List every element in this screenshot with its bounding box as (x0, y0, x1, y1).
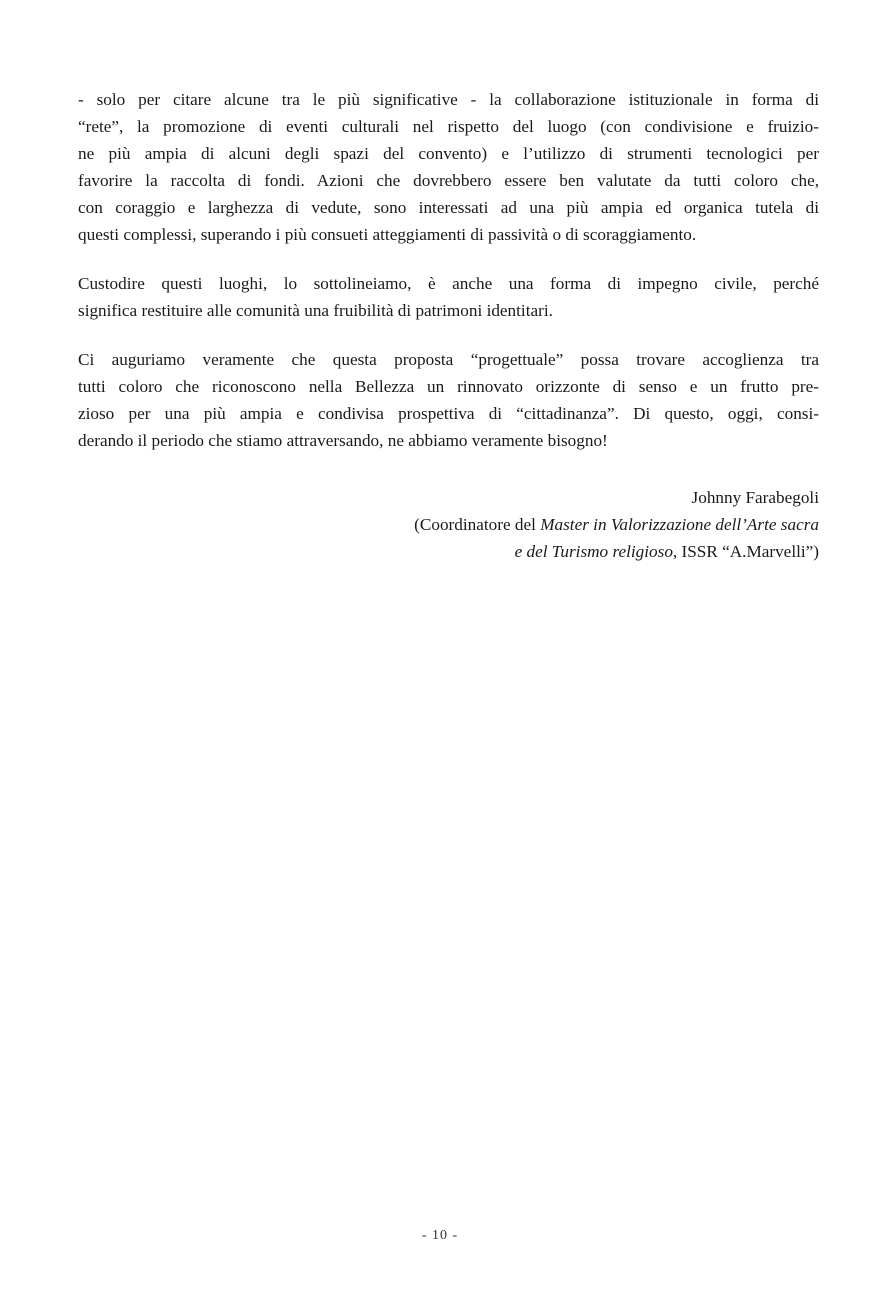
text-line: tutti coloro che riconoscono nella Bellezza un rinnovato orizzonte di senso e un frutto pre- (78, 377, 819, 396)
text-line: ne più ampia di alcuni degli spazi del convento) e l’utilizzo di strumenti tecnologici per (78, 144, 819, 163)
paragraph-1 (78, 86, 819, 248)
body-text (78, 86, 819, 476)
text-line: significa restituire alle comunità una fruibilità di patrimoni identitari. (78, 301, 553, 320)
text-line: questi complessi, superando i più consueti atteggiamenti di passività o di scoraggiamento. (78, 225, 697, 244)
paragraph-2 (78, 270, 819, 324)
signature-role-italic-1: Master in Valorizzazione dell’Arte sacra (540, 515, 819, 534)
signature-role-suffix: , ISSR “A.Marvelli”) (672, 542, 819, 561)
signature-name: Johnny Farabegoli (691, 488, 819, 507)
text-line: Custodire questi luoghi, lo sottolineiamo, è anche una forma di impegno civile, perché (78, 274, 819, 293)
signature-role-line-2 (219, 538, 819, 565)
text-line: con coraggio e larghezza di vedute, sono interessati ad una più ampia ed organica tutela di (78, 198, 819, 217)
text-line: derando il periodo che stiamo attraversando, ne abbiamo veramente bisogno! (78, 431, 608, 450)
page-number: - 10 - (421, 1228, 459, 1243)
text-line: “rete”, la promozione di eventi culturali nel rispetto del luogo (con condivisione e fruizio- (78, 117, 819, 136)
text-line: favorire la raccolta di fondi. Azioni che dovrebbero essere ben valutate da tutti coloro che, (78, 171, 819, 190)
text-line: - solo per citare alcune tra le più significative - la collaborazione istituzionale in forma di (78, 90, 819, 109)
signature-role-italic-2: e del Turismo religioso (514, 542, 673, 561)
signature-role-prefix: (Coordinatore del (414, 515, 541, 534)
signature-block (219, 484, 819, 565)
paragraph-3 (78, 346, 819, 454)
signature-role-line-1 (219, 511, 819, 538)
text-line: zioso per una più ampia e condivisa prospettiva di “cittadinanza”. Di questo, oggi, consi- (78, 404, 819, 423)
text-line: Ci auguriamo veramente che questa proposta “progettuale” possa trovare accoglienza tra (78, 350, 819, 369)
